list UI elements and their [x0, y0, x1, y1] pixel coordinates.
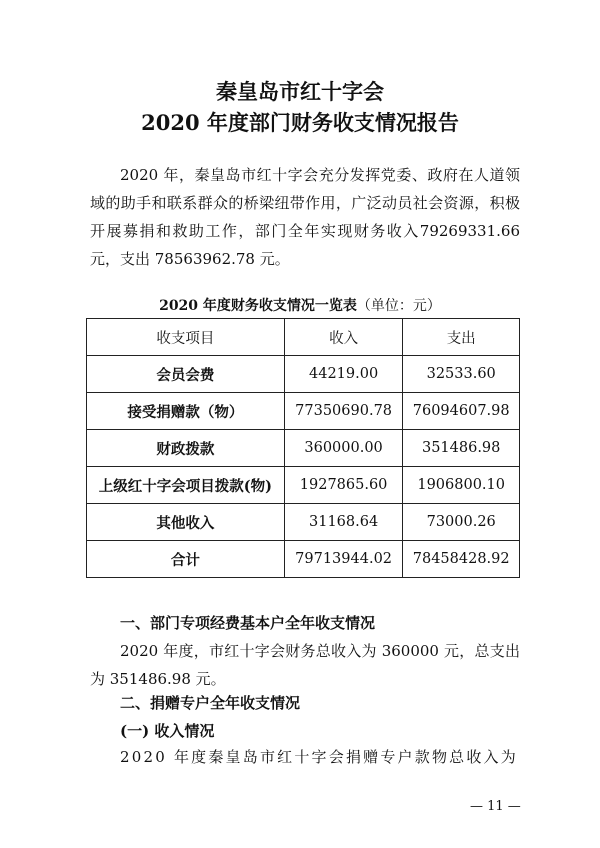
report-title-line1: 秦皇岛市红十字会 [216, 79, 384, 104]
row-income: 77350690.78 [284, 393, 403, 430]
row-item: 上级红十字会项目拨款(物) [87, 467, 285, 504]
table-row [87, 430, 520, 467]
table-total-row [87, 541, 520, 578]
row-item: 其他收入 [87, 504, 285, 541]
row-income: 360000.00 [284, 430, 403, 467]
row-expense: 73000.26 [403, 504, 520, 541]
table-row [87, 467, 520, 504]
table-unit: （单位：元） [356, 298, 441, 314]
subsection1-heading: (一) 收入情况 [120, 722, 215, 740]
subsection1-text: 2020 年度秦皇岛市红十字会捐赠专户款物总收入为 [120, 748, 518, 766]
row-income: 31168.64 [284, 504, 403, 541]
row-expense: 1906800.10 [403, 467, 520, 504]
row-item: 接受捐赠款（物） [87, 393, 285, 430]
intro-paragraph: 2020 年，秦皇岛市红十字会充分发挥党委、政府在人道领域的助手和联系群众的桥梁纽带作用，广泛动员社会资源，积极开展募捐和救助工作，部门全年实现财务收入79269331.66 元，支出 78563962.78 元。 [90, 166, 520, 268]
row-item: 会员会费 [87, 356, 285, 393]
table-row [87, 393, 520, 430]
table-header-row [87, 319, 520, 356]
row-income: 79713944.02 [284, 541, 403, 578]
row-expense: 78458428.92 [403, 541, 520, 578]
row-item: 财政拨款 [87, 430, 285, 467]
section1-text: 2020 年度，市红十字会财务总收入为 360000 元，总支出为 351486.98 元。 [90, 642, 520, 688]
row-income: 44219.00 [284, 356, 403, 393]
page-number: — 11 — [470, 799, 521, 814]
header-item: 收支项目 [87, 319, 285, 356]
table-caption [0, 295, 600, 315]
row-expense: 76094607.98 [403, 393, 520, 430]
table-row [87, 504, 520, 541]
section1-heading: 一、部门专项经费基本户全年收支情况 [120, 614, 376, 632]
header-expense: 支出 [403, 319, 520, 356]
row-expense: 351486.98 [403, 430, 520, 467]
report-title-line2: 2020 年度部门财务收支情况报告 [141, 110, 459, 135]
row-income: 1927865.60 [284, 467, 403, 504]
table-row [87, 356, 520, 393]
section2-heading: 二、捐赠专户全年收支情况 [120, 694, 301, 712]
row-item: 合计 [87, 541, 285, 578]
header-income: 收入 [284, 319, 403, 356]
finance-table [86, 318, 520, 578]
table-caption-text: 2020 年度财务收支情况一览表 [159, 298, 357, 314]
row-expense: 32533.60 [403, 356, 520, 393]
